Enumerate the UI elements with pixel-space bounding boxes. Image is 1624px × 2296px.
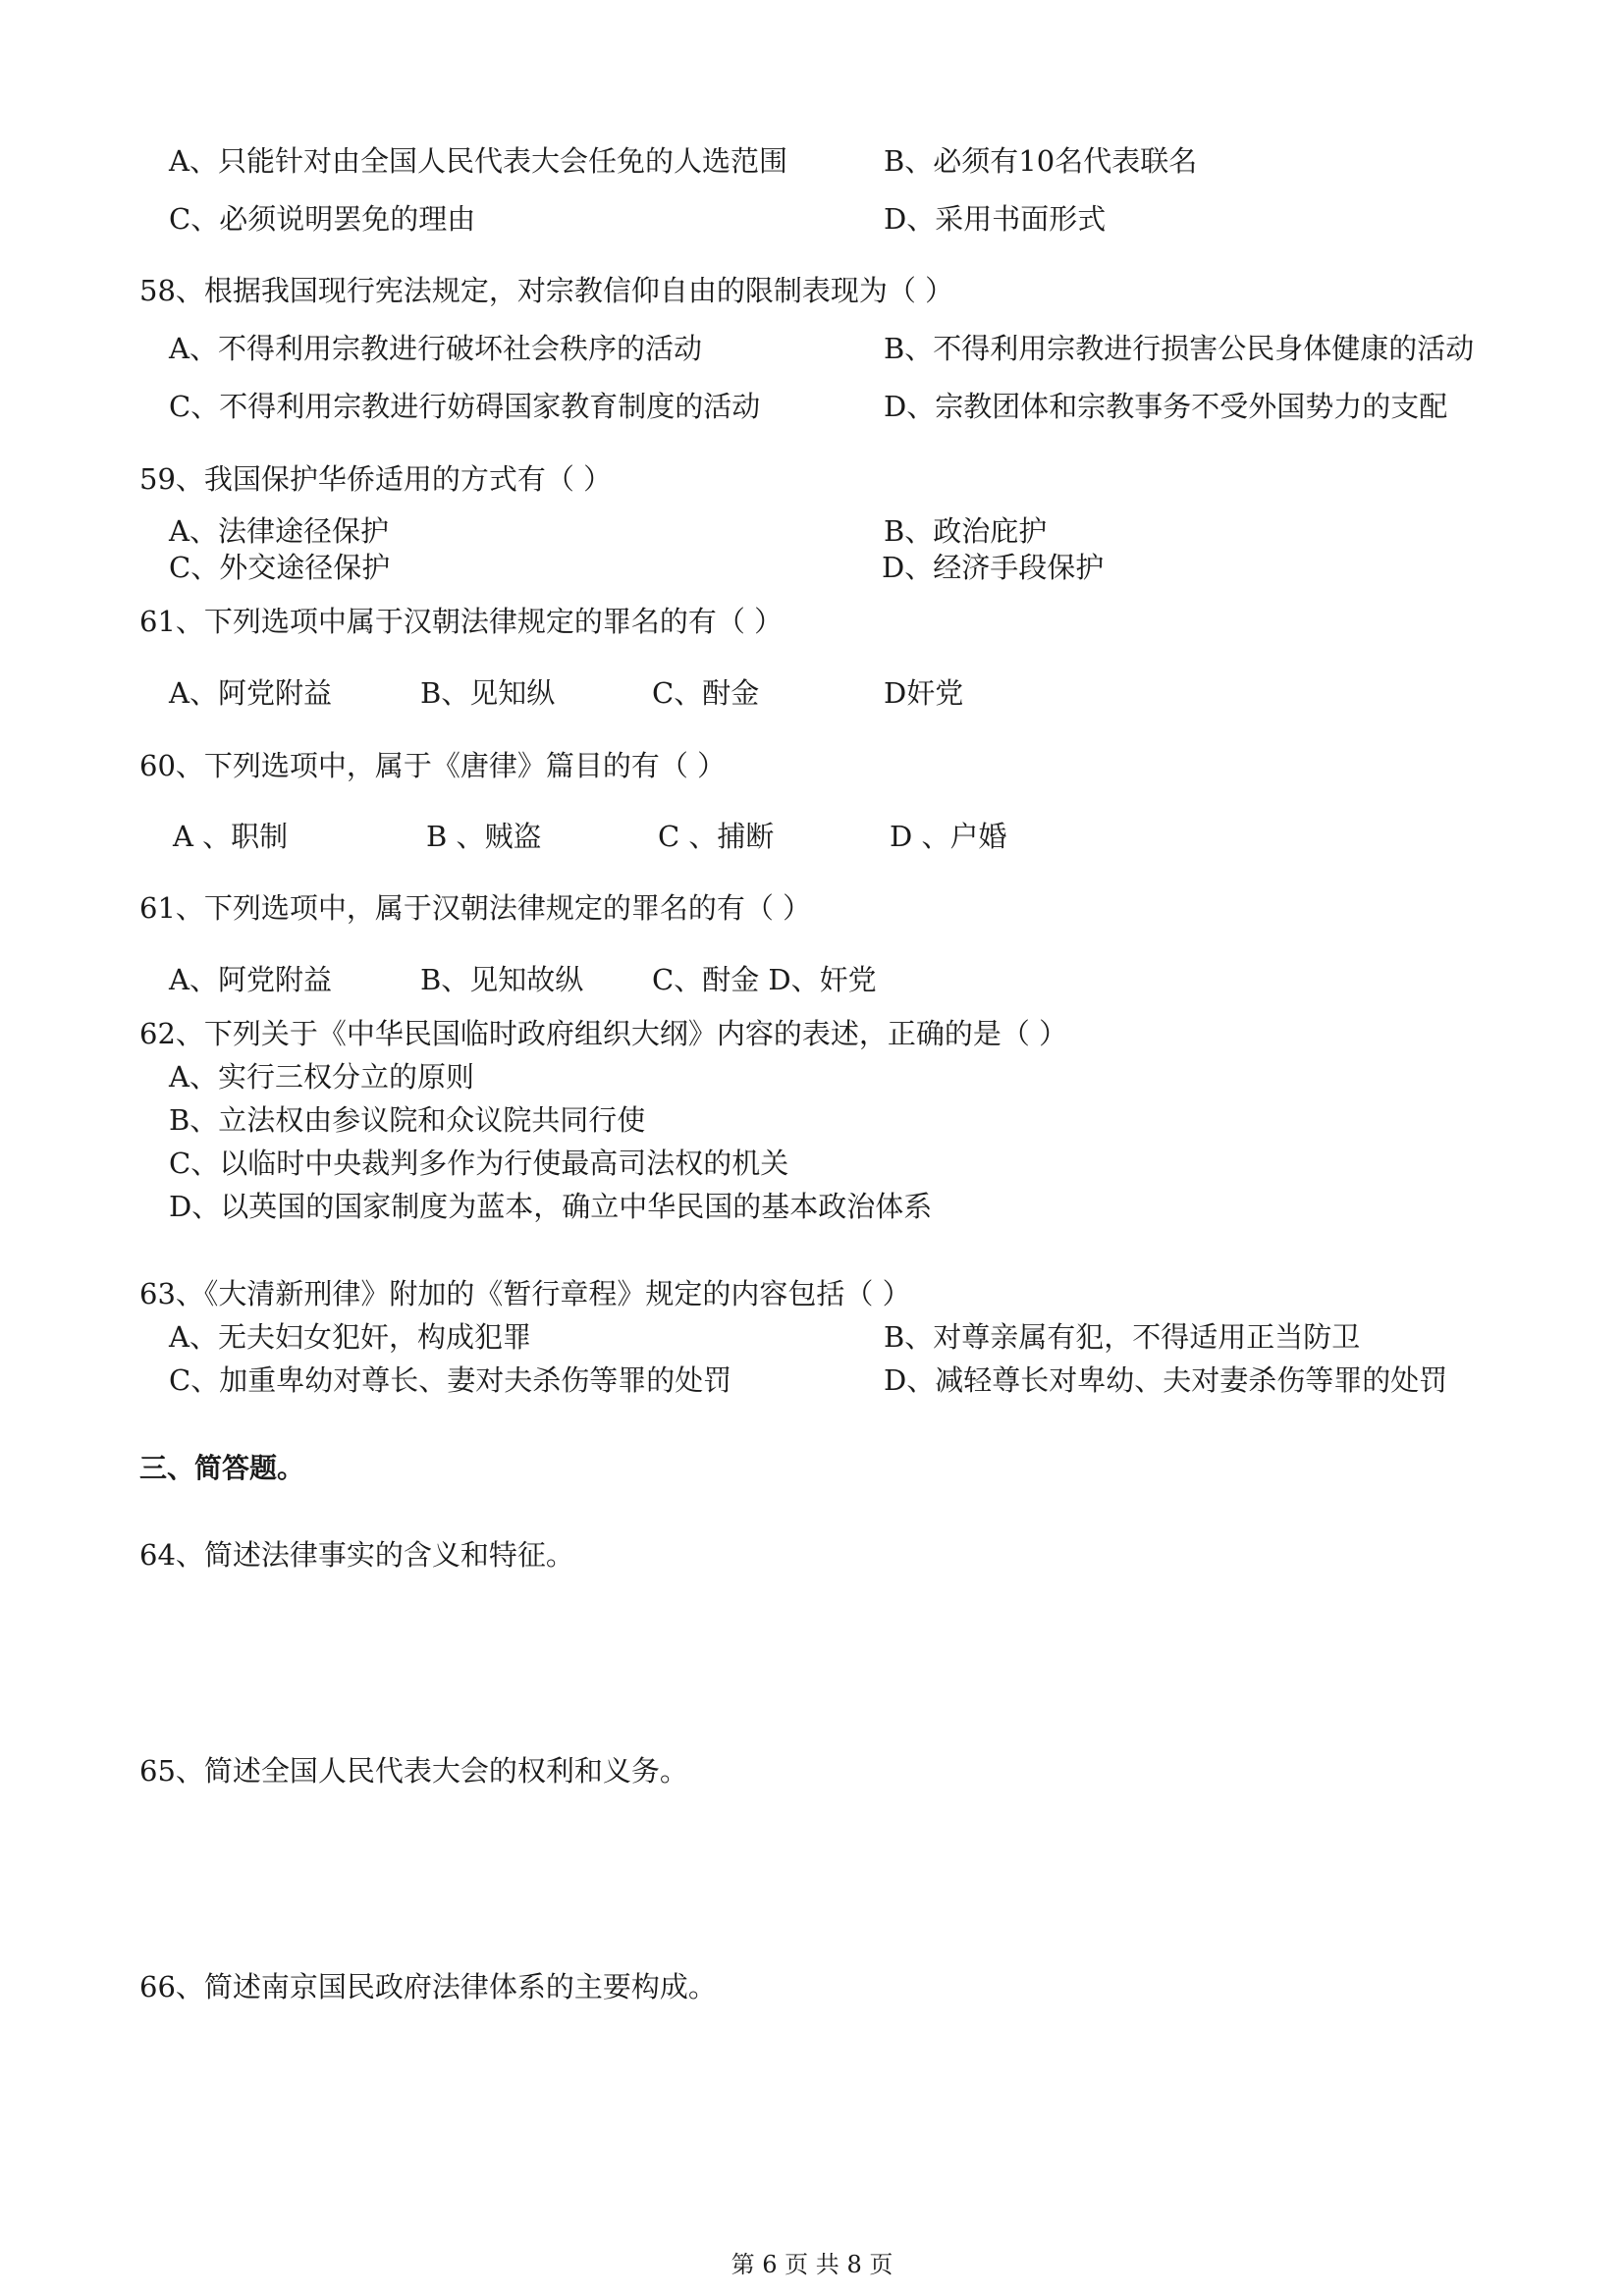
q60-option-c: C 、捕断 <box>658 820 775 853</box>
q58-option-b: B、不得利用宗教进行损害公民身体健康的活动 <box>884 332 1475 365</box>
q57-option-a: A、只能针对由全国人民代表大会任免的人选范围 <box>169 144 787 178</box>
q61b-option-cd: C、酎金 D、奸党 <box>652 963 877 996</box>
q62-option-a: A、实行三权分立的原则 <box>169 1060 474 1094</box>
q59-option-d: D、经济手段保护 <box>882 551 1105 584</box>
q58-option-c: C、不得利用宗教进行妨碍国家教育制度的活动 <box>169 390 761 423</box>
q61b-option-a: A、阿党附益 <box>169 963 332 996</box>
q60-option-d: D 、户婚 <box>890 820 1007 853</box>
q62-option-b: B、立法权由参议院和众议院共同行使 <box>169 1103 646 1137</box>
q58-option-d: D、宗教团体和宗教事务不受外国势力的支配 <box>884 390 1448 423</box>
q61a-option-b: B、见知纵 <box>420 676 556 710</box>
q61a-option-d: D奸党 <box>884 676 964 710</box>
q58-stem: 58、根据我国现行宪法规定，对宗教信仰自由的限制表现为（ ） <box>139 274 954 307</box>
q57-option-c: C、必须说明罢免的理由 <box>169 202 476 236</box>
q66-stem: 66、简述南京国民政府法律体系的主要构成。 <box>139 1970 717 2003</box>
q59-stem: 59、我国保护华侨适用的方式有（ ） <box>139 462 613 496</box>
q63-option-d: D、减轻尊长对卑幼、夫对妻杀伤等罪的处罚 <box>884 1363 1448 1397</box>
q58-option-a: A、不得利用宗教进行破坏社会秩序的活动 <box>169 332 702 365</box>
q59-option-a: A、法律途径保护 <box>169 514 389 548</box>
q59-option-c: C、外交途径保护 <box>169 551 391 584</box>
q61a-option-a: A、阿党附益 <box>169 676 332 710</box>
q61b-stem: 61、下列选项中，属于汉朝法律规定的罪名的有（ ） <box>139 891 812 925</box>
q65-stem: 65、简述全国人民代表大会的权利和义务。 <box>139 1754 688 1788</box>
q57-option-d: D、采用书面形式 <box>884 202 1107 236</box>
q57-option-b: B、必须有10名代表联名 <box>884 144 1198 178</box>
q62-stem: 62、下列关于《中华民国临时政府组织大纲》内容的表述，正确的是（ ） <box>139 1017 1068 1050</box>
page-footer: 第 6 页 共 8 页 <box>731 2251 893 2278</box>
q60-option-b: B 、贼盗 <box>426 820 542 853</box>
q63-option-c: C、加重卑幼对尊长、妻对夫杀伤等罪的处罚 <box>169 1363 732 1397</box>
q64-stem: 64、简述法律事实的含义和特征。 <box>139 1538 574 1572</box>
q62-option-c: C、以临时中央裁判多作为行使最高司法权的机关 <box>169 1147 789 1180</box>
q60-option-a: A 、职制 <box>173 820 289 853</box>
q59-option-b: B、政治庇护 <box>884 514 1048 548</box>
q60-stem: 60、下列选项中，属于《唐律》篇目的有（ ） <box>139 749 727 782</box>
q63-option-b: B、对尊亲属有犯，不得适用正当防卫 <box>884 1320 1361 1354</box>
section-heading: 三、简答题。 <box>139 1452 305 1484</box>
q63-stem: 63、《大清新刑律》附加的《暂行章程》规定的内容包括（ ） <box>139 1277 911 1310</box>
q63-option-a: A、无夫妇女犯奸，构成犯罪 <box>169 1320 531 1354</box>
q62-option-d: D、以英国的国家制度为蓝本，确立中华民国的基本政治体系 <box>169 1190 933 1223</box>
q61b-option-b: B、见知故纵 <box>420 963 584 996</box>
q61a-stem: 61、下列选项中属于汉朝法律规定的罪名的有（ ） <box>139 605 784 638</box>
q61a-option-c: C、酎金 <box>652 676 760 710</box>
